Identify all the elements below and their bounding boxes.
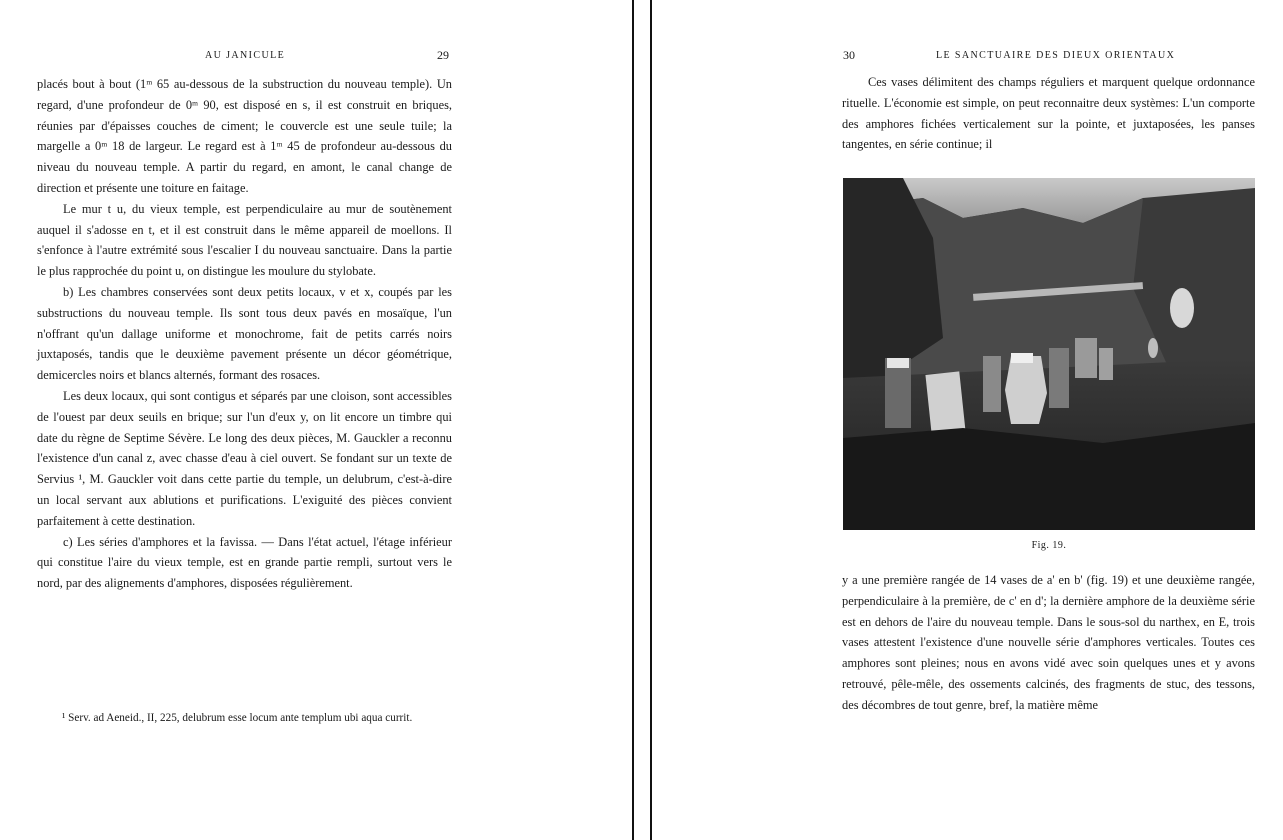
paragraph: Les deux locaux, qui sont contigus et séparés par une cloison, sont accessibles de l'ouest par deux seuils en brique; sur l'un d'eux y, on lit encore un timbre qui date du règne de Septime Sévère. Le long des deux pièces, M. Gauckler a reconnu l'existence d'un canal z, avec chasse d'eau à ciel ouvert. Se fondant sur un texte de Servius ¹, M. Gauckler voit dans cette partie du temple, un delubrum, c'est-à-dire un local servant aux ablutions et purifications. L'exiguité des pièces convient parfaitement à cette destination. <box>37 388 452 528</box>
paragraph: b) Les chambres conservées sont deux petits locaux, v et x, coupés par les substructions du nouveau temple. Ils sont tous deux pavés en mosaïque, l'un n'offrant qu'un dallage uniforme et monochrome, fait de petits carrés noirs juxtaposés, tandis que le deuxième pavement présente un décor géométrique, demicercles noirs et blancs alternés, formant des rosaces. <box>37 284 452 383</box>
right-top-paragraph: Ces vases délimitent des champs réguliers et marquent quelque ordonnance rituelle. L'économie est simple, on peut reconnaitre deux systèmes: L'un comporte des amphores fichées verticalement sur la pointe, et juxtaposées, les panses tangentes, en série continue; il <box>842 75 1255 152</box>
right-running-head: LE SANCTUAIRE DES DIEUX ORIENTAUX <box>936 50 1176 61</box>
left-body-text <box>37 74 452 594</box>
right-bottom-paragraph: y a une première rangée de 14 vases de a' en b' (fig. 19) et une deuxième rangée, perpendiculaire à la première, de c' en d'; la dernière amphore de la deuxième série est en dehors de l'aire du nouveau temple. Dans le sous-sol du narthex, en E, trois vases attestent l'existence d'une nouvelle série d'amphores verticales. Toutes ces amphores sont pleines; nous en avons vidé avec soin quelques unes et y avons retrouvé, pêle-mêle, des ossements calcinés, des fragments de stuc, des tessons, des décombres de tout genre, bref, la matière même <box>842 573 1255 712</box>
left-page-number: 29 <box>437 48 449 62</box>
left-page <box>0 0 632 840</box>
page-gutter <box>632 0 652 840</box>
paragraph: placés bout à bout (1ᵐ 65 au-dessous de la substruction du nouveau temple). Un regard, d'une profondeur de 0ᵐ 90, est disposé en s, il est construit en briques, réunies par d'épaisses couches de ciment; le couvercle est une seule tuile; la margelle a 0ᵐ 18 de largeur. Le regard est à 1ᵐ 45 de profondeur au-dessous du niveau du nouveau temple. A partir du regard, en amont, le canal change de direction et présente une toiture en faitage. <box>37 77 452 195</box>
left-running-head: AU JANICULE <box>205 50 286 61</box>
photograph-image <box>843 178 1255 530</box>
excavation-photograph <box>843 178 1255 530</box>
right-page-number: 30 <box>843 48 855 62</box>
paragraph: Le mur t u, du vieux temple, est perpendiculaire au mur de soutènement auquel il s'adosse en t, et il est construit dans le même appareil de moellons. Il s'enfonce à l'autre extrémité sous l'escalier I du nouveau sanctuaire. Dans la partie le plus rapprochée du point u, on distingue les moulure du stylobate. <box>37 201 452 279</box>
figure-caption: Fig. 19. <box>1031 540 1067 551</box>
gutter-edge-left <box>632 0 634 840</box>
left-footnote: ¹ Serv. ad Aeneid., II, 225, delubrum esse locum ante templum ubi aqua currit. <box>62 712 413 724</box>
paragraph: c) Les séries d'amphores et la favissa. — Dans l'état actuel, l'étage inférieur qui constitue l'aire du vieux temple, est en grande partie rempli, surtout vers le nord, par des alignements d'amphores, disposées régulièrement. <box>37 534 452 591</box>
